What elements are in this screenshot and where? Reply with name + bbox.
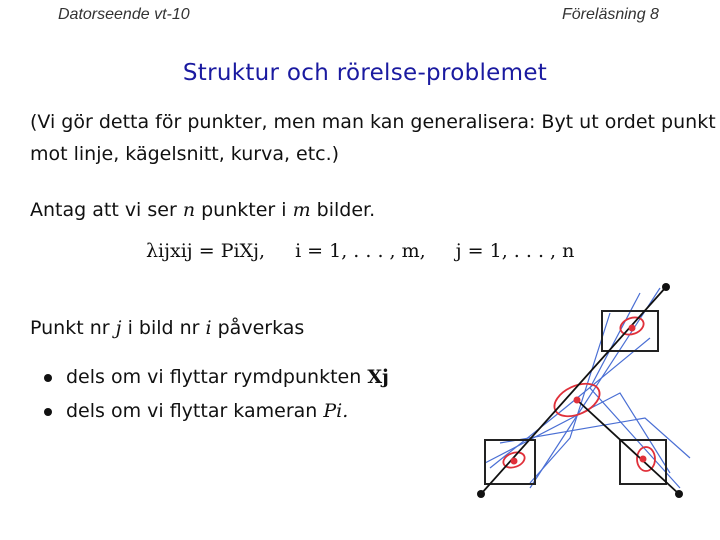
bullet-symbol: Xj (367, 366, 389, 388)
red-points (511, 325, 647, 465)
assume-post: bilder. (316, 199, 376, 221)
bullet-item (40, 394, 389, 428)
point-pre: Punkt nr (30, 317, 110, 339)
assume-m: m (292, 199, 311, 221)
assume-pre: Antag att vi ser (30, 199, 177, 221)
bullet-list (40, 360, 389, 428)
point-i: i (205, 317, 212, 339)
bullet-item (40, 360, 389, 394)
equation-lhs: λijxij = PiXj, (146, 240, 266, 262)
point-line (30, 312, 304, 344)
camera-box-top (602, 311, 658, 351)
slide-title: Struktur och rörelse-problemet (182, 60, 548, 86)
assume-mid: punkter i (201, 199, 287, 221)
camera-sketch-illustration (470, 278, 720, 508)
projection-equation (146, 240, 578, 262)
bullet-text: dels om vi flyttar rymdpunkten (66, 366, 362, 388)
header-lecture: Föreläsning 8 (562, 6, 659, 23)
equation-range-j: j = 1, . . . , n (455, 240, 575, 262)
red-blobs (501, 314, 655, 471)
assumption-line (30, 194, 375, 226)
intro-paragraph: (Vi gör detta för punkter, men man kan generalisera: Byt ut ordet punkt mot linje, kägelsnitt, kurva, etc.) (30, 111, 716, 165)
header-course: Datorseende vt-10 (58, 6, 190, 23)
bullet-symbol: Pi. (323, 400, 349, 422)
equation-range-i: i = 1, . . . , m, (295, 240, 426, 262)
black-lines (481, 287, 679, 494)
point-post: påverkas (217, 317, 305, 339)
ray (500, 418, 690, 458)
black-points (477, 283, 683, 498)
point-mid: i bild nr (127, 317, 200, 339)
assume-n: n (182, 199, 196, 221)
bullet-text: dels om vi flyttar kameran (66, 400, 318, 422)
point-j: j (115, 317, 122, 339)
